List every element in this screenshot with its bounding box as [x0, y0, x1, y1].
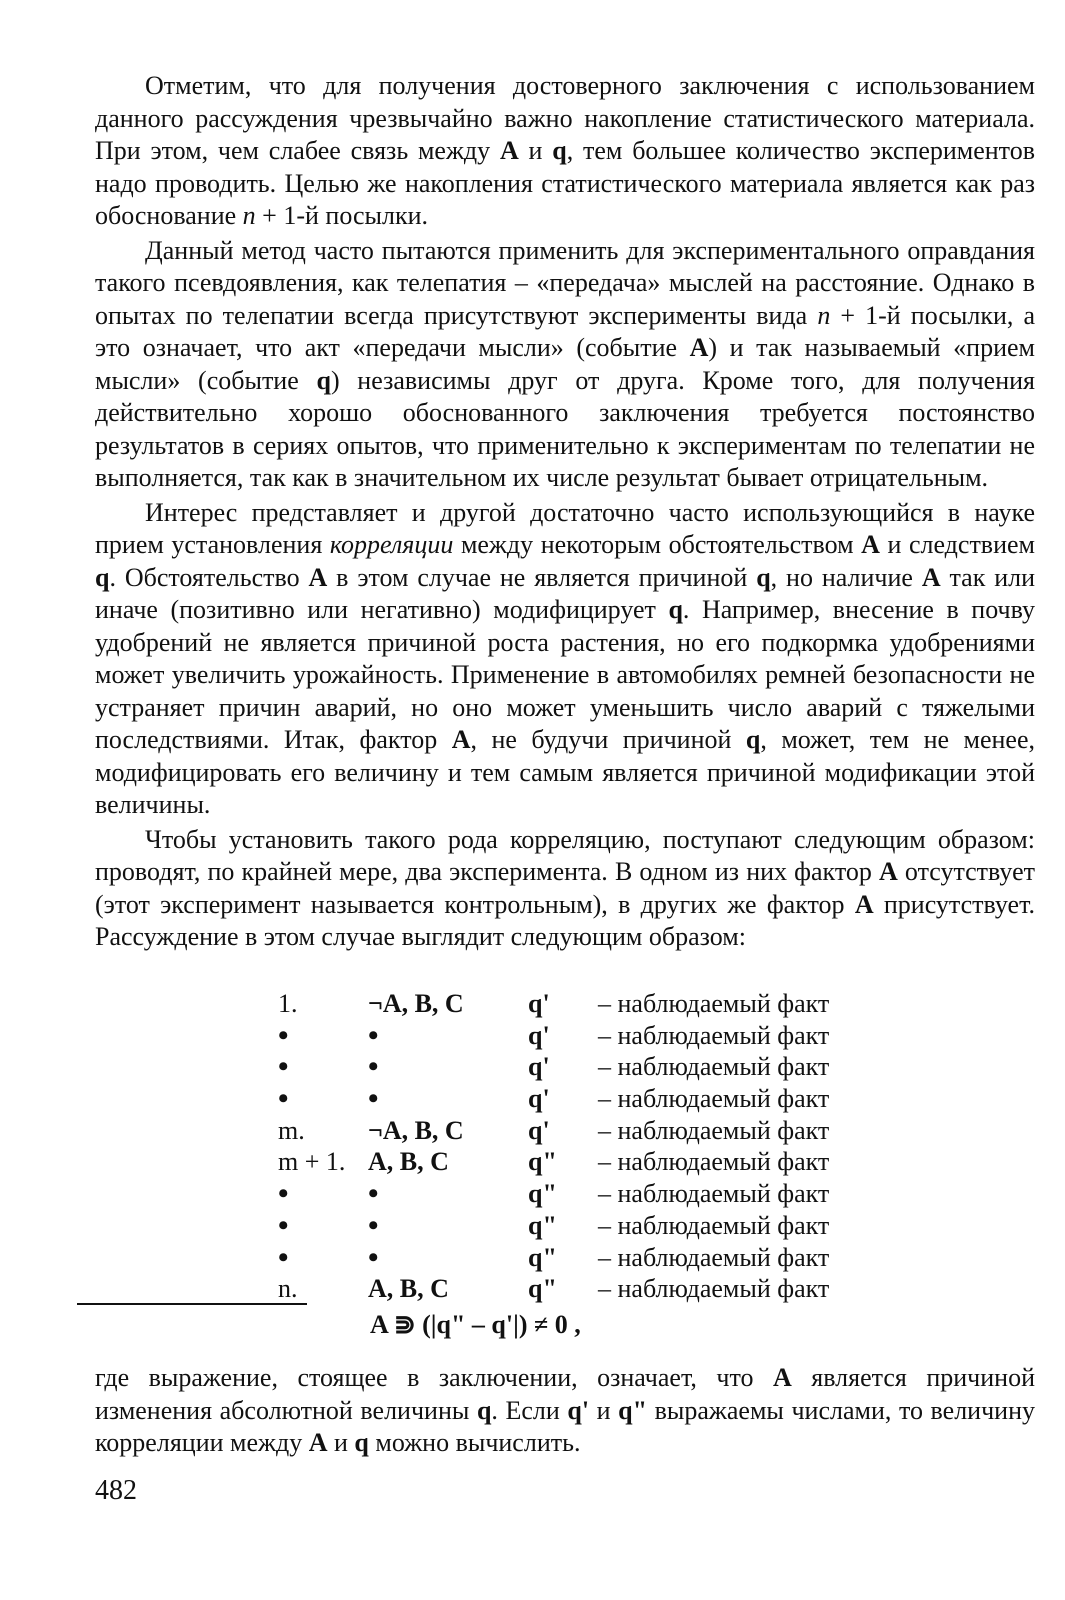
- schema-note: – наблюдаемый факт: [598, 1020, 830, 1050]
- text-run: . Например, внесение в почву удобрений не является причиной роста растения, но его подкормка удобрениями может увеличить урожайность. Применение в автомобилях ремней безопасности не устраняет причин аварий, но оно может уменьшить число аварий с тяжелыми последствиями. Итак, фактор: [95, 595, 1036, 754]
- text-run: A: [451, 725, 471, 754]
- text-run: и: [518, 136, 553, 165]
- text-run: A: [879, 857, 898, 886]
- schema-conditions: •: [368, 1018, 379, 1052]
- schema-step-number: •: [278, 1240, 289, 1274]
- schema-conditions: •: [368, 1050, 379, 1084]
- schema-note: – наблюдаемый факт: [598, 1115, 830, 1145]
- schema-result: q": [528, 1147, 557, 1177]
- text-run: A: [773, 1363, 792, 1392]
- text-run: A: [861, 530, 880, 559]
- inference-conclusion: [370, 1309, 581, 1341]
- text-run: q: [756, 562, 771, 592]
- text-run: и: [589, 1395, 619, 1425]
- text-run: Интерес представляет и другой достаточно часто использующийся в науке прием установления: [95, 497, 1035, 559]
- schema-conditions: A, B, C: [368, 1274, 449, 1304]
- schema-note: – наблюдаемый факт: [598, 1210, 830, 1240]
- schema-result: q": [528, 1274, 557, 1304]
- schema-conditions: •: [368, 1240, 379, 1274]
- schema-conditions: ¬A, B, C: [368, 989, 464, 1018]
- schema-note: – наблюдаемый факт: [598, 989, 830, 1018]
- text-run: и следствием: [879, 530, 1035, 559]
- schema-result: q': [528, 1052, 550, 1082]
- text-run: является причиной изменения абсолютной величины: [95, 1363, 1035, 1425]
- paragraph-3: [95, 497, 1035, 822]
- text-run: можно вычислить.: [368, 1428, 581, 1457]
- paragraph-1: [95, 70, 1035, 233]
- text-run: , тем большее количество экспериментов надо проводить. Целью же накопления статистического материала является как раз обоснование: [95, 136, 1035, 230]
- schema-conditions: ¬A, B, C: [368, 1115, 464, 1145]
- text-run: A: [308, 562, 328, 592]
- schema-conditions: •: [368, 1082, 379, 1116]
- text-run: q: [552, 136, 567, 165]
- text-run: , может, тем не менее, модифицировать его величину и тем самым является причиной модификации этой величины.: [95, 725, 1035, 819]
- schema-conditions: •: [368, 1177, 379, 1211]
- schema-result: q': [528, 1084, 550, 1114]
- inference-line: [77, 1303, 307, 1305]
- schema-note: – наблюдаемый факт: [598, 1274, 830, 1304]
- schema-result: q": [528, 1210, 557, 1240]
- text-run: , не будучи причиной: [470, 725, 746, 754]
- text-run: и: [327, 1428, 355, 1457]
- text-run: q: [316, 365, 331, 395]
- schema-result: q': [528, 1115, 550, 1145]
- text-run: A: [854, 889, 874, 919]
- text-run: A: [499, 136, 519, 165]
- text-run: в этом случае не является причиной: [327, 562, 757, 592]
- text-run: q: [745, 725, 761, 754]
- text-run: корреляции: [329, 530, 454, 559]
- paragraph-2: [95, 235, 1035, 495]
- schema-conditions: •: [368, 1208, 379, 1242]
- schema-step-number: •: [278, 1050, 289, 1084]
- text-run: отсутствует (этот эксперимент называется контрольным), в других же фактор: [95, 857, 1035, 919]
- text-run: Данный метод часто пытаются применить для экспериментального оправдания такого псевдоявления, как телепатия – «передача» мыслей на расстояние. Однако в опытах по телепатии всегда присутствуют эксперименты вида: [95, 235, 1035, 330]
- schema-step-number: •: [278, 1082, 289, 1116]
- text-run: n: [242, 201, 256, 230]
- text-run: + 1-й посылки, а это означает, что акт «передачи мысли» (событие: [95, 300, 1035, 362]
- text-run: q: [354, 1428, 369, 1457]
- schema-step-number: m.: [278, 1115, 305, 1145]
- text-run: n: [817, 300, 831, 330]
- schema-result: q': [528, 989, 550, 1018]
- paragraph-4: [95, 824, 1035, 954]
- text-run: ) и так называемый «прием мысли» (событие: [95, 333, 1035, 395]
- schema-note: – наблюдаемый факт: [598, 1147, 830, 1177]
- schema-note: – наблюдаемый факт: [598, 1052, 830, 1082]
- text-run: A: [308, 1428, 328, 1457]
- text-run: q": [618, 1395, 648, 1425]
- text-run: , но наличие: [770, 562, 922, 592]
- paragraph-after-schema: [95, 1362, 1035, 1460]
- schema-step-number: n.: [278, 1274, 298, 1304]
- schema-step-number: m + 1.: [278, 1147, 346, 1177]
- body-text: [95, 70, 1035, 956]
- schema-step-number: •: [278, 1018, 289, 1052]
- schema-result: q': [528, 1020, 550, 1050]
- conclusion-formula: A ⋑ (|q" – q'|) ≠ 0 ,: [370, 1310, 581, 1339]
- text-run: . Если: [491, 1395, 568, 1425]
- text-run: q: [476, 1395, 492, 1425]
- schema-step-number: 1.: [278, 989, 298, 1018]
- text-run: так или иначе (позитивно или негативно) модифицирует: [95, 562, 1036, 624]
- schema-result: q": [528, 1179, 557, 1209]
- text-run: где выражение, стоящее в заключении, означает, что: [95, 1363, 773, 1392]
- schema-conditions: A, B, C: [368, 1147, 449, 1177]
- schema-note: – наблюдаемый факт: [598, 1084, 830, 1114]
- text-run: A: [921, 562, 941, 592]
- text-run: . Обстоятельство: [109, 562, 309, 592]
- schema-step-number: •: [278, 1208, 289, 1242]
- text-run: A: [689, 333, 709, 362]
- text-run: между некоторым обстоятельством: [453, 530, 862, 559]
- text-run: Чтобы установить такого рода корреляцию, поступают следующим образом: проводят, по крайней мере, два эксперимента. В одном из них фактор: [95, 824, 1035, 886]
- text-run: ) независимы друг от друга. Кроме того, для получения действительно хорошо обоснованного заключения требуется постоянство результатов в сериях опытов, что применительно к экспериментам по телепатии не выполняется, так как в значительном их числе результат бывает отрицательным.: [95, 365, 1036, 492]
- text-run: Отметим, что для получения достоверного заключения с использованием данного рассуждения чрезвычайно важно накопление статистического материала. При этом, чем слабее связь между: [95, 71, 1035, 165]
- text-run: q': [567, 1395, 590, 1425]
- schema-note: – наблюдаемый факт: [598, 1179, 830, 1209]
- page-number: 482: [95, 1475, 137, 1506]
- text-run: выражаемы числами, то величину корреляции между: [95, 1395, 1035, 1457]
- text-run: + 1-й посылки.: [255, 201, 428, 230]
- text-run: присутствует. Рассуждение в этом случае выглядит следующим образом:: [95, 889, 1035, 951]
- text-run: q: [95, 562, 110, 592]
- schema-result: q": [528, 1242, 557, 1272]
- schema-note: – наблюдаемый факт: [598, 1242, 830, 1272]
- text-run: q: [668, 595, 683, 624]
- schema-step-number: •: [278, 1177, 289, 1211]
